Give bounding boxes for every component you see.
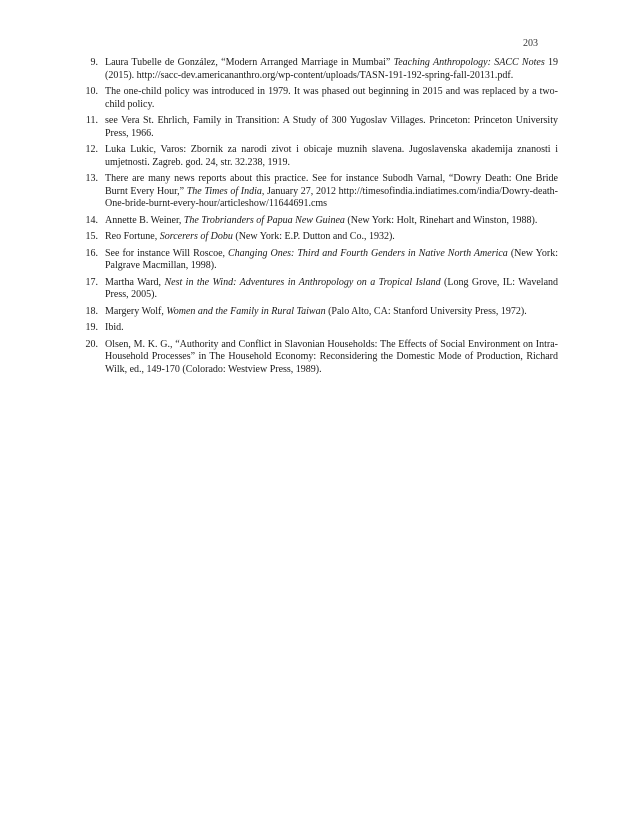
endnote-number: 9. bbox=[90, 57, 98, 68]
endnote-text-segment: , January 27, 2012 http://timesofindia.indiatimes.com/india/Dowry-death-One-bride-burnt-every-hour/articleshow/11644691.cms bbox=[105, 185, 558, 209]
endnote-title: Changing Ones: Third and Fourth Genders in Native North America bbox=[228, 247, 508, 259]
endnote-text bbox=[105, 231, 558, 244]
endnote-number: 11. bbox=[85, 115, 98, 126]
endnote-item bbox=[78, 306, 558, 319]
endnote-text-segment: There are many news reports about this practice. See for instance Subodh Varnal, “Dowry Death: One Bride Burnt Every Hour,” bbox=[105, 173, 558, 197]
endnote-number: 15. bbox=[85, 231, 98, 242]
endnote-text-segment: Luka Lukic, Varos: Zbornik za narodi zivot i obicaje muznih slavena. Jugoslavenska akademija znanosti i umjetnosti. Zagreb. god. 24, str. 32.238, 1919. bbox=[105, 144, 558, 168]
endnote-text bbox=[105, 277, 558, 302]
endnote-item bbox=[78, 277, 558, 302]
endnote-text-segment: Reo Fortune, bbox=[105, 231, 160, 242]
endnote-text-segment: Laura Tubelle de González, “Modern Arranged Marriage in Mumbai” bbox=[105, 57, 394, 68]
endnote-number: 13. bbox=[85, 173, 98, 184]
endnote-text bbox=[105, 248, 558, 273]
endnote-title: Women and the Family in Rural Taiwan bbox=[166, 305, 326, 317]
endnote-title: Teaching Anthropology: SACC Notes bbox=[393, 57, 545, 68]
endnote-title: The Trobrianders of Papua New Guinea bbox=[183, 214, 345, 226]
endnote-text bbox=[105, 57, 558, 82]
endnote-item bbox=[78, 115, 558, 140]
endnote-text bbox=[105, 86, 558, 111]
endnote-item bbox=[78, 57, 558, 82]
endnote-text bbox=[105, 215, 558, 228]
endnote-text bbox=[105, 144, 558, 169]
endnotes-list bbox=[78, 57, 558, 380]
endnote-number: 19. bbox=[85, 322, 98, 333]
endnote-title: Sorcerers of Dobu bbox=[159, 231, 233, 242]
endnote-number: 17. bbox=[85, 276, 98, 288]
endnote-text-segment: 19 (2015). http://sacc-dev.americananthro.org/wp-content/uploads/TASN-191-192-spring-fall-20131.pdf. bbox=[105, 57, 558, 81]
endnote-item bbox=[78, 322, 558, 335]
endnote-text-segment: Ibid. bbox=[105, 322, 124, 333]
endnote-text-segment: See for instance Will Roscoe, bbox=[105, 247, 229, 259]
endnote-title: Nest in the Wind: Adventures in Anthropology on a Tropical Island bbox=[164, 276, 441, 288]
endnote-text-segment: The one-child policy was introduced in 1979. It was phased out beginning in 2015 and was replaced by a two-child policy. bbox=[105, 86, 558, 110]
endnote-item bbox=[78, 248, 558, 273]
endnote-text-segment: Olsen, M. K. G., “Authority and Conflict in Slavonian Households: The Effects of Social Environment on Intra-Household Processes” in The Household Economy: Reconsidering the Domestic Mode of Production, Richard Wilk, ed., 149-170 (Colorado: Westview Press, 1989). bbox=[105, 338, 558, 375]
page-number: 203 bbox=[523, 38, 538, 49]
endnote-text bbox=[105, 306, 558, 319]
endnote-text-segment: see Vera St. Ehrlich, Family in Transition: A Study of 300 Yugoslav Villages. Princeton: Princeton University Press, 1966. bbox=[105, 115, 558, 139]
endnote-text-segment: (Palo Alto, CA: Stanford University Press, 1972). bbox=[325, 305, 527, 317]
endnote-number: 14. bbox=[85, 214, 98, 226]
endnote-text bbox=[105, 115, 558, 140]
endnote-text-segment: (New York: Holt, Rinehart and Winston, 1988). bbox=[344, 214, 538, 226]
endnote-text bbox=[105, 339, 558, 377]
endnote-number: 10. bbox=[85, 86, 98, 97]
endnote-item bbox=[78, 231, 558, 244]
endnote-item bbox=[78, 215, 558, 228]
endnote-text bbox=[105, 322, 558, 335]
endnote-title: The Times of India bbox=[186, 185, 262, 197]
endnote-number: 12. bbox=[85, 144, 98, 155]
endnote-text-segment: Martha Ward, bbox=[105, 276, 165, 288]
endnote-item bbox=[78, 86, 558, 111]
endnote-text-segment: Margery Wolf, bbox=[105, 305, 167, 317]
endnote-number: 20. bbox=[85, 338, 98, 350]
endnote-item bbox=[78, 173, 558, 211]
endnote-number: 16. bbox=[85, 247, 98, 259]
endnote-item bbox=[78, 339, 558, 377]
endnote-number: 18. bbox=[85, 305, 98, 317]
endnote-text-segment: (New York: Palgrave Macmillan, 1998). bbox=[105, 247, 558, 271]
endnote-text-segment: (Long Grove, IL: Waveland Press, 2005). bbox=[105, 276, 559, 300]
endnote-text-segment: Annette B. Weiner, bbox=[105, 214, 184, 226]
endnote-item bbox=[78, 144, 558, 169]
endnote-text bbox=[105, 173, 558, 211]
endnote-text-segment: (New York: E.P. Dutton and Co., 1932). bbox=[232, 231, 395, 242]
